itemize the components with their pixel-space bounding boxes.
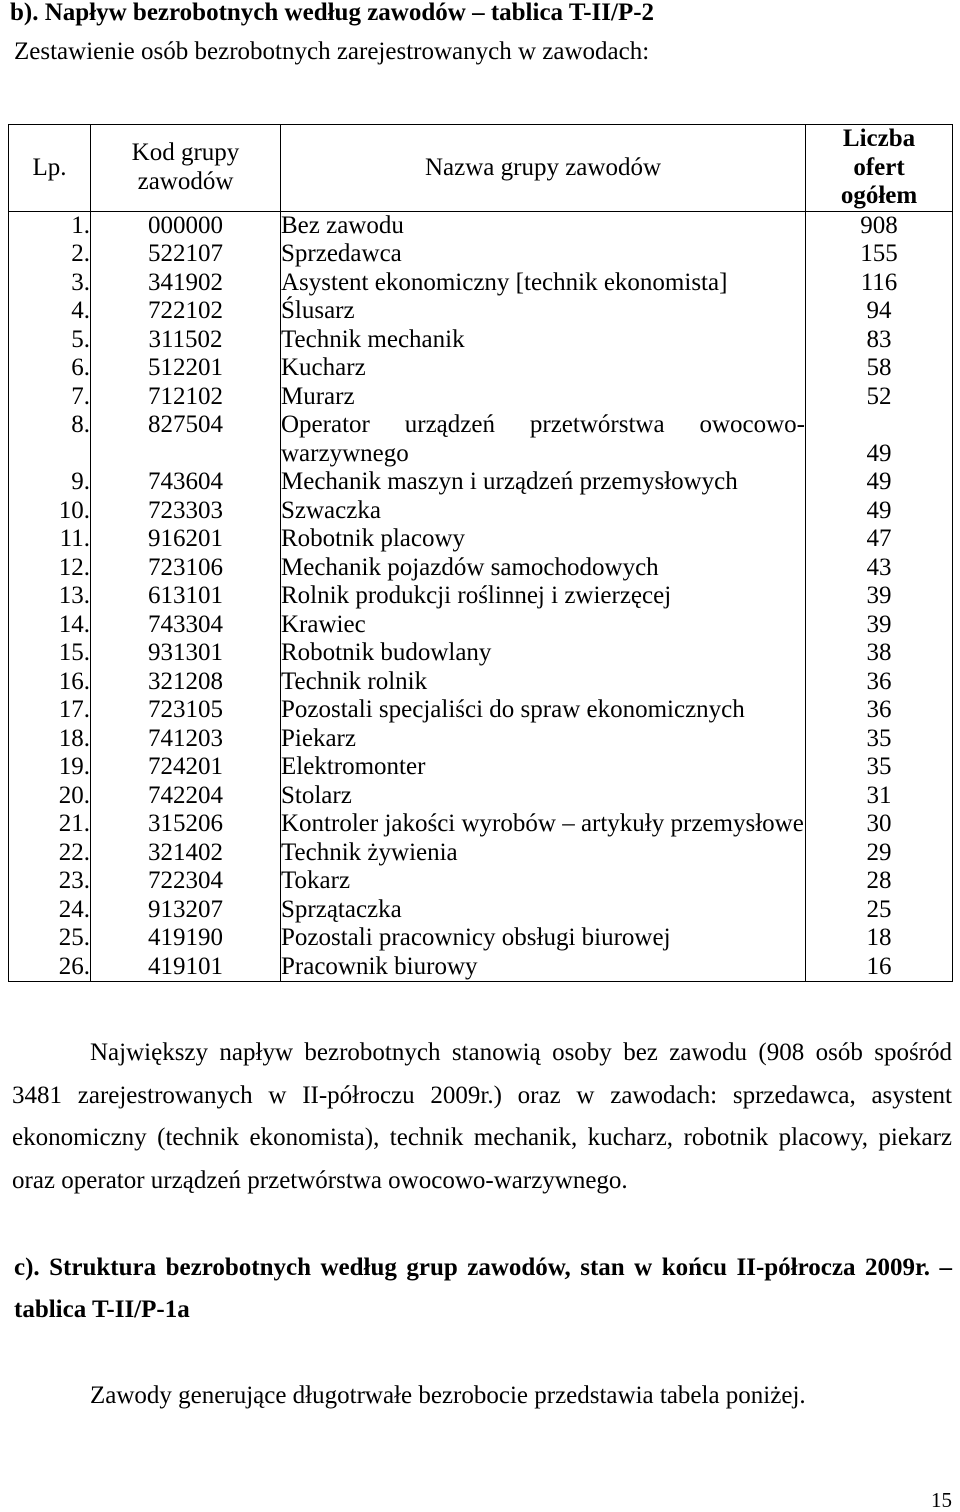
occupations-table xyxy=(8,124,953,982)
occupation-code-cell: 724201 xyxy=(91,753,281,782)
occupation-code-cell: 311502 xyxy=(91,326,281,355)
occupation-name-cell: Mechanik maszyn i urządzeń przemysłowych xyxy=(281,468,806,497)
offers-count-cell: 116 xyxy=(806,269,953,298)
occupation-code-cell: 742204 xyxy=(91,782,281,811)
occupation-code-cell: 419101 xyxy=(91,953,281,982)
lp-cell: 1. xyxy=(9,211,91,240)
occupation-name-cell: Technik mechanik xyxy=(281,326,806,355)
lp-cell: 6. xyxy=(9,354,91,383)
occupation-name-cell: Pozostali specjaliści do spraw ekonomicznych xyxy=(281,696,806,725)
offers-count-cell: 35 xyxy=(806,753,953,782)
occupation-name-cell: Pozostali pracownicy obsługi biurowej xyxy=(281,924,806,953)
table-row xyxy=(9,354,953,383)
occupation-name-cell: Robotnik placowy xyxy=(281,525,806,554)
occupation-code-cell: 419190 xyxy=(91,924,281,953)
lp-cell: 2. xyxy=(9,240,91,269)
offers-count-cell: 29 xyxy=(806,839,953,868)
offers-count-cell: 35 xyxy=(806,725,953,754)
lp-cell: 23. xyxy=(9,867,91,896)
occupation-code-cell: 712102 xyxy=(91,383,281,412)
offers-count-cell: 49 xyxy=(806,411,953,468)
occupation-code-cell: 000000 xyxy=(91,211,281,240)
occupation-name-cell: Kucharz xyxy=(281,354,806,383)
lp-cell: 15. xyxy=(9,639,91,668)
section-b-heading: b). Napływ bezrobotnych według zawodów – tablica T-II/P-2 xyxy=(10,0,655,26)
offers-count-cell: 36 xyxy=(806,696,953,725)
table-row xyxy=(9,582,953,611)
section-b-intro: Zestawienie osób bezrobotnych zarejestrowanych w zawodach: xyxy=(14,38,650,65)
header-offers-count-label: Liczba ofert ogółem xyxy=(840,125,918,209)
lp-cell: 20. xyxy=(9,782,91,811)
offers-count-cell: 155 xyxy=(806,240,953,269)
offers-count-cell: 31 xyxy=(806,782,953,811)
offers-count-cell: 28 xyxy=(806,867,953,896)
occupation-code-cell: 512201 xyxy=(91,354,281,383)
table-row xyxy=(9,554,953,583)
lp-cell: 17. xyxy=(9,696,91,725)
table-row xyxy=(9,839,953,868)
table-row xyxy=(9,383,953,412)
offers-count-cell: 47 xyxy=(806,525,953,554)
header-code xyxy=(91,125,281,212)
lp-cell: 5. xyxy=(9,326,91,355)
lp-cell: 12. xyxy=(9,554,91,583)
occupation-name-cell: Szwaczka xyxy=(281,497,806,526)
occupation-name-cell: Murarz xyxy=(281,383,806,412)
offers-count-cell: 25 xyxy=(806,896,953,925)
table-row xyxy=(9,668,953,697)
lp-cell: 26. xyxy=(9,953,91,982)
offers-count-cell: 30 xyxy=(806,810,953,839)
table-row xyxy=(9,639,953,668)
occupation-name-cell: Operator urządzeń przetwórstwa owocowo-warzywnego xyxy=(281,411,805,467)
occupation-code-cell: 613101 xyxy=(91,582,281,611)
section-c-heading: c). Struktura bezrobotnych według grup zawodów, stan w końcu II-półrocza 2009r. – tablica T-II/P-1a xyxy=(14,1254,952,1323)
offers-count-cell: 39 xyxy=(806,582,953,611)
occupation-code-cell: 722304 xyxy=(91,867,281,896)
offers-count-cell: 58 xyxy=(806,354,953,383)
offers-count-cell: 49 xyxy=(806,468,953,497)
occupation-name-cell: Stolarz xyxy=(281,782,806,811)
occupation-code-cell: 913207 xyxy=(91,896,281,925)
table-row xyxy=(9,753,953,782)
offers-count-cell: 38 xyxy=(806,639,953,668)
occupation-code-cell: 522107 xyxy=(91,240,281,269)
offers-count-cell: 94 xyxy=(806,297,953,326)
table-row xyxy=(9,725,953,754)
table-header-row xyxy=(9,125,953,212)
offers-count-cell: 52 xyxy=(806,383,953,412)
table-row xyxy=(9,297,953,326)
occupation-name-cell: Tokarz xyxy=(281,867,806,896)
table-row xyxy=(9,896,953,925)
table-row xyxy=(9,782,953,811)
occupation-code-cell: 916201 xyxy=(91,525,281,554)
header-code-label: Kod grupy zawodów xyxy=(131,139,240,195)
offers-count-cell: 49 xyxy=(806,497,953,526)
occupation-code-cell: 321402 xyxy=(91,839,281,868)
occupation-name-cell: Sprzątaczka xyxy=(281,896,806,925)
table-row xyxy=(9,497,953,526)
lp-cell: 21. xyxy=(9,810,91,839)
occupation-name-cell: Technik żywienia xyxy=(281,839,806,868)
lp-cell: 24. xyxy=(9,896,91,925)
table-row xyxy=(9,611,953,640)
lp-cell: 14. xyxy=(9,611,91,640)
page-number: 15 xyxy=(931,1488,952,1512)
occupation-name-cell: Bez zawodu xyxy=(281,211,806,240)
table-row xyxy=(9,211,953,240)
table-row xyxy=(9,924,953,953)
occupation-name-cell: Ślusarz xyxy=(281,297,806,326)
occupation-code-cell: 723105 xyxy=(91,696,281,725)
offers-count-cell: 36 xyxy=(806,668,953,697)
occupation-code-cell: 722102 xyxy=(91,297,281,326)
lp-cell: 18. xyxy=(9,725,91,754)
occupation-code-cell: 931301 xyxy=(91,639,281,668)
table-header xyxy=(9,125,953,212)
table-row xyxy=(9,525,953,554)
table-row xyxy=(9,810,953,839)
lp-cell: 4. xyxy=(9,297,91,326)
occupation-name-cell: Krawiec xyxy=(281,611,806,640)
occupation-name-cell: Sprzedawca xyxy=(281,240,806,269)
occupation-code-cell: 723303 xyxy=(91,497,281,526)
header-lp: Lp. xyxy=(9,125,91,212)
occupation-code-cell: 743604 xyxy=(91,468,281,497)
lp-cell: 10. xyxy=(9,497,91,526)
occupation-code-cell: 321208 xyxy=(91,668,281,697)
occupation-name-cell: Mechanik pojazdów samochodowych xyxy=(281,554,806,583)
lp-cell: 13. xyxy=(9,582,91,611)
occupation-name-cell: Technik rolnik xyxy=(281,668,806,697)
table-row xyxy=(9,867,953,896)
lp-cell: 19. xyxy=(9,753,91,782)
lp-cell: 25. xyxy=(9,924,91,953)
lp-cell: 9. xyxy=(9,468,91,497)
occupation-name-cell: Kontroler jakości wyrobów – artykuły przemysłowe xyxy=(281,810,804,837)
occupation-name-cell: Asystent ekonomiczny [technik ekonomista] xyxy=(281,269,806,298)
occupation-name-cell: Piekarz xyxy=(281,725,806,754)
lp-cell: 11. xyxy=(9,525,91,554)
summary-paragraph: Największy napływ bezrobotnych stanowią osoby bez zawodu (908 osób spośród 3481 zarejestrowanych w II-półroczu 2009r.) oraz w zawodach: sprzedawca, asystent ekonomiczny (technik ekonomista), technik mechanik, kucharz, robotnik placowy, piekarz oraz operator urządzeń przetwórstwa owocowo-warzywnego. xyxy=(12,1039,952,1194)
occupation-code-cell: 743304 xyxy=(91,611,281,640)
lp-cell: 7. xyxy=(9,383,91,412)
table-body xyxy=(9,211,953,982)
lp-cell: 16. xyxy=(9,668,91,697)
offers-count-cell: 39 xyxy=(806,611,953,640)
table-row xyxy=(9,696,953,725)
offers-count-cell: 43 xyxy=(806,554,953,583)
occupation-name-cell: Pracownik biurowy xyxy=(281,953,806,982)
table-row xyxy=(9,326,953,355)
header-offers-count xyxy=(806,125,953,212)
occupation-code-cell: 341902 xyxy=(91,269,281,298)
occupation-name-cell: Elektromonter xyxy=(281,753,806,782)
lp-cell: 22. xyxy=(9,839,91,868)
table-row xyxy=(9,468,953,497)
lp-cell: 3. xyxy=(9,269,91,298)
occupation-name-cell: Robotnik budowlany xyxy=(281,639,806,668)
occupation-code-cell: 315206 xyxy=(91,810,281,839)
table-row xyxy=(9,240,953,269)
section-c-intro: Zawody generujące długotrwałe bezrobocie przedstawia tabela poniżej. xyxy=(90,1382,806,1409)
table-row xyxy=(9,953,953,982)
offers-count-cell: 83 xyxy=(806,326,953,355)
lp-cell: 8. xyxy=(9,411,91,468)
table-row xyxy=(9,411,953,468)
table-row xyxy=(9,269,953,298)
offers-count-cell: 16 xyxy=(806,953,953,982)
occupation-code-cell: 827504 xyxy=(91,411,281,468)
occupation-code-cell: 741203 xyxy=(91,725,281,754)
occupation-name-cell: Rolnik produkcji roślinnej i zwierzęcej xyxy=(281,582,806,611)
offers-count-cell: 18 xyxy=(806,924,953,953)
offers-count-cell: 908 xyxy=(806,211,953,240)
occupation-code-cell: 723106 xyxy=(91,554,281,583)
header-occupation-name: Nazwa grupy zawodów xyxy=(281,125,806,212)
